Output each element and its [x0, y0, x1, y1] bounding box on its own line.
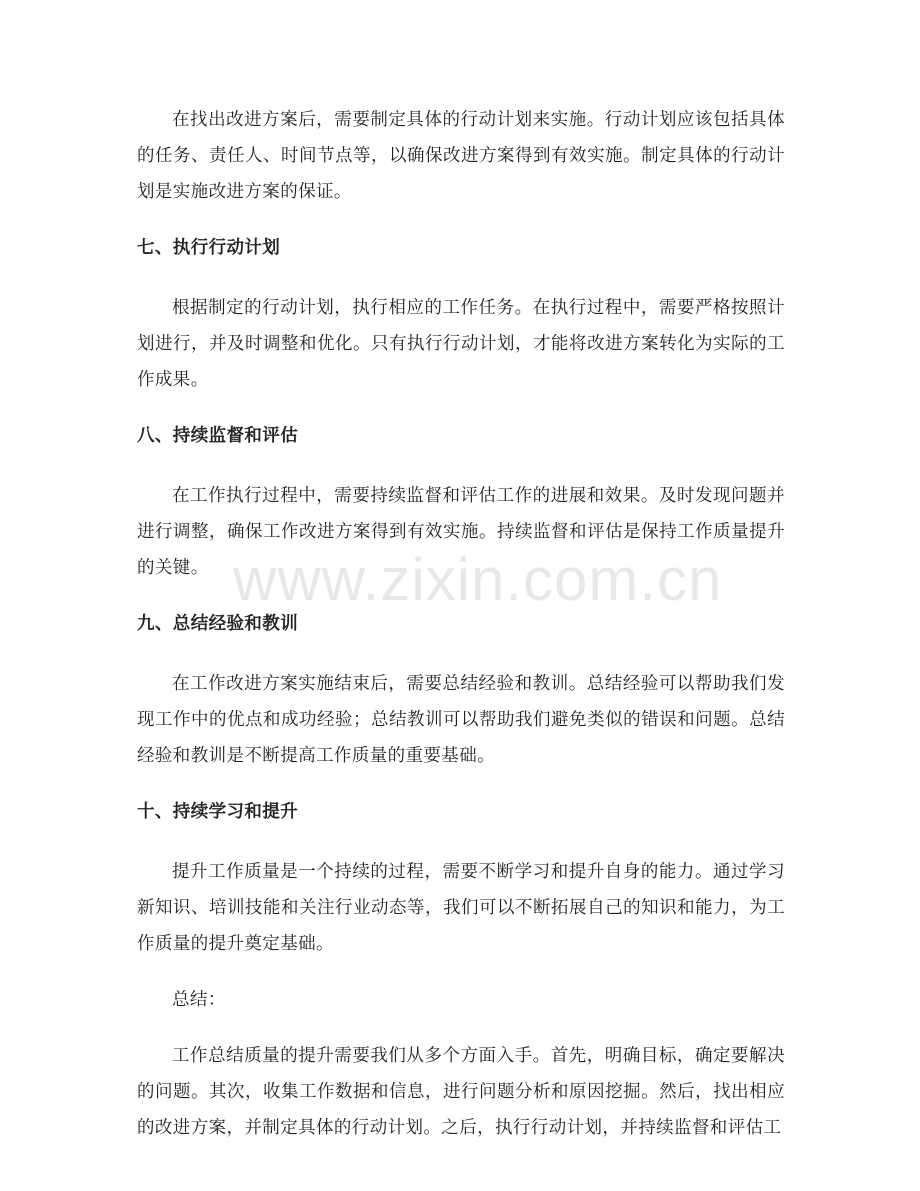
paragraph-monitor-evaluate: 在工作执行过程中，需要持续监督和评估工作的进展和效果。及时发现问题并进行调整，确保工作改进方案得到有效实施。持续监督和评估是保持工作质量提升的关键。 — [137, 486, 785, 578]
document-body — [137, 102, 785, 1146]
paragraph-lessons: 在工作改进方案实施结束后，需要总结经验和教训。总结经验可以帮助我们发现工作中的优点和成功经验；总结教训可以帮助我们避免类似的错误和问题。总结经验和教训是不断提高工作质量的重要基础。 — [137, 674, 785, 766]
paragraph-action-plan: 在找出改进方案后，需要制定具体的行动计划来实施。行动计划应该包括具体的任务、责任人、时间节点等，以确保改进方案得到有效实施。制定具体的行动计划是实施改进方案的保证。 — [137, 110, 785, 202]
heading-monitor-evaluate: 八、持续监督和评估 — [137, 426, 299, 446]
paragraph-learning: 提升工作质量是一个持续的过程，需要不断学习和提升自身的能力。通过学习新知识、培训技能和关注行业动态等，我们可以不断拓展自己的知识和能力，为工作质量的提升奠定基础。 — [137, 862, 785, 954]
heading-execute-plan: 七、执行行动计划 — [137, 238, 281, 258]
summary-label: 总结： — [172, 990, 226, 1010]
heading-learning: 十、持续学习和提升 — [137, 802, 299, 822]
paragraph-summary: 工作总结质量的提升需要我们从多个方面入手。首先，明确目标，确定要解决的问题。其次，收集工作数据和信息，进行问题分析和原因挖掘。然后，找出相应的改进方案，并制定具体的行动计划。之后，执行行动计划，并持续监督和评估工 — [137, 1046, 785, 1138]
watermark-text: www.zixin.com.cn — [233, 546, 723, 613]
paragraph-execute-plan: 根据制定的行动计划，执行相应的工作任务。在执行过程中，需要严格按照计划进行，并及时调整和优化。只有执行行动计划，才能将改进方案转化为实际的工作成果。 — [137, 298, 785, 390]
heading-lessons: 九、总结经验和教训 — [137, 614, 299, 634]
